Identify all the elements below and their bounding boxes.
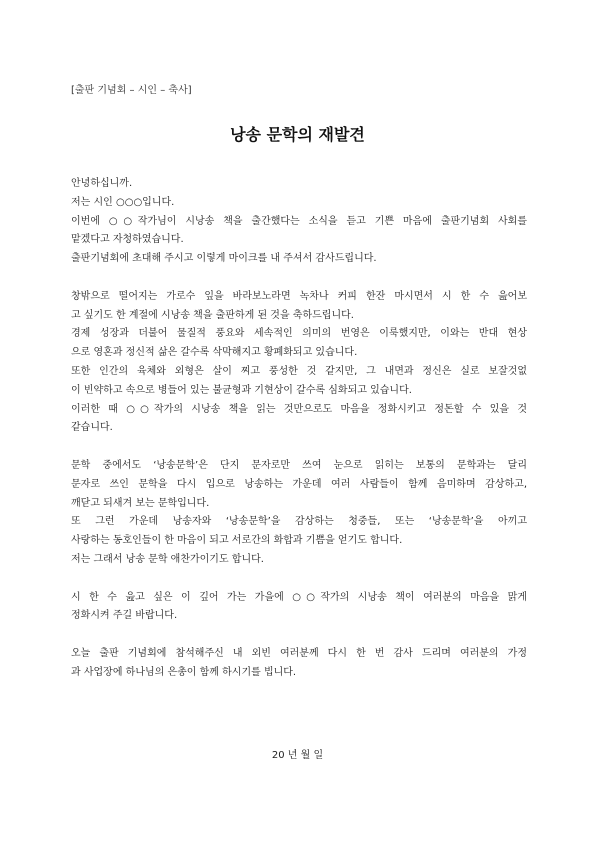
text-line: 출판기념회에 초대해 주시고 이렇게 마이크를 내 주셔서 감사드립니다. [71,253,377,265]
paragraph-congratulation [71,288,527,438]
paragraph-greeting [71,175,527,269]
text-line: 저는 그래서 낭송 문학 애찬가이기도 합니다. [71,553,264,565]
document-category-label: [출판 기념회 – 시인 – 축사] [71,85,192,96]
text-line: 또 그런 가운데 낭송자와 ‘낭송문학’을 감상하는 청중들, 또는 ‘낭송문학’을 아끼고 [71,516,527,528]
document-title: 낭송 문학의 재발견 [230,125,365,144]
text-line: 으로 영혼과 정신적 삶은 갈수록 삭막해지고 황폐화되고 있습니다. [71,347,358,359]
document-body [71,175,527,683]
text-line: 이번에 ○○작가님이 시낭송 책을 출간했다는 소식을 듣고 기쁜 마음에 출판기념회 사회를 [71,215,527,227]
text-line: 사랑하는 동호인들이 한 마음이 되고 서로간의 화합과 기쁨을 얻기도 합니다. [71,535,403,547]
text-line: 문학 중에서도 ‘낭송문학’은 단지 문자로만 쓰여 눈으로 읽히는 보통의 문학과는 달리 [71,459,527,471]
text-line: 창밖으로 떨어지는 가로수 잎을 바라보노라면 녹차나 커피 한잔 마시면서 시 한 수 읊어보 [71,290,527,302]
text-line: 오늘 출판 기념회에 참석해주신 내 외빈 여러분께 다시 한 번 감사 드리며 여러분의 가정 [71,647,527,659]
paragraph-recitation-literature [71,457,527,570]
text-line: 같습니다. [71,422,113,434]
paragraph-wish [71,589,527,627]
text-line: 저는 시인 ○○○입니다. [71,196,175,208]
text-line: 이러한 때 ○○작가의 시낭송 책을 읽는 것만으로도 마음을 정화시키고 정돈할 수 있을 것 [71,403,527,415]
text-line: 문자로 쓰인 문학을 다시 입으로 낭송하는 가운데 여러 사람들이 함께 음미하며 감상하고, [71,478,527,490]
date-line: 20 년 월 일 [271,750,324,761]
paragraph-closing [71,645,527,683]
text-line: 과 사업장에 하나님의 은총이 함께 하시기를 빕니다. [71,666,297,678]
text-line: 깨닫고 되새겨 보는 문학입니다. [71,497,210,509]
text-line: 이 빈약하고 속으로 병들어 있는 불균형과 기현상이 갈수록 심화되고 있습니다. [71,384,412,396]
text-line: 시 한 수 읊고 싶은 이 깊어 가는 가을에 ○○작가의 시낭송 책이 여러분의 마음을 맑게 [71,591,527,603]
text-line: 안녕하십니까. [71,178,133,189]
text-line: 또한 인간의 육체와 외형은 살이 찌고 풍성한 것 같지만, 그 내면과 정신은 실로 보잘것없 [71,365,527,377]
text-line: 맡겠다고 자청하였습니다. [71,234,184,246]
text-line: 정화시켜 주길 바랍니다. [71,610,178,622]
text-line: 고 싶기도 한 계절에 시낭송 책을 출판하게 된 것을 축하드립니다. [71,309,354,321]
text-line: 경제 성장과 더불어 물질적 풍요와 세속적인 의미의 번영은 이룩했지만, 이와는 반대 현상 [71,328,527,340]
